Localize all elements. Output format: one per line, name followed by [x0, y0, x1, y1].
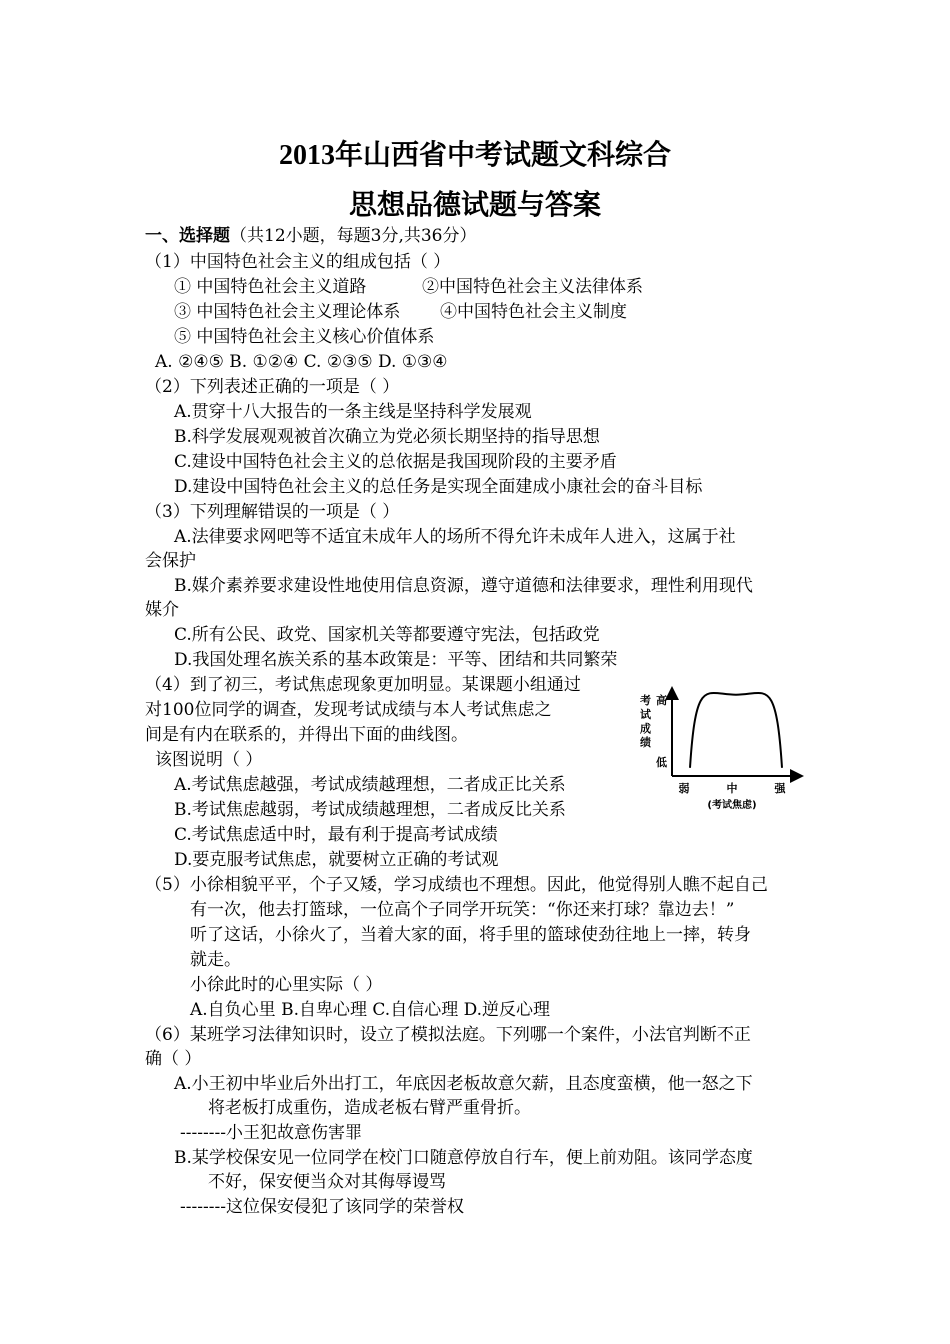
- y-axis-label: 考试成绩: [640, 694, 651, 749]
- question-6-stem-line-2: 确（ ）: [145, 1049, 202, 1069]
- question-6-option-a-line-2: 将老板打成重伤，造成老板右臂严重骨折。: [208, 1098, 531, 1118]
- section-heading: [145, 225, 476, 247]
- question-4-stem-line-2: 对100位同学的调查，发现考试成绩与本人考试焦虑之: [145, 700, 552, 720]
- x-axis-label: (考试焦虑): [707, 800, 757, 811]
- question-1-item-3: ③ 中国特色社会主义理论体系: [174, 302, 401, 322]
- score-curve: [690, 693, 782, 768]
- x-tick-label-0: 弱: [678, 782, 690, 795]
- question-3-option-a-line-1: A.法律要求网吧等不适宜未成年人的场所不得允许未成年人进入，这属于社: [174, 527, 736, 547]
- question-4-ask: 该图说明（ ）: [155, 750, 263, 770]
- question-6-option-b-verdict: --------这位保安侵犯了该同学的荣誉权: [180, 1197, 464, 1217]
- question-3-option-d: D.我国处理名族关系的基本政策是：平等、团结和共同繁荣: [174, 650, 618, 670]
- question-4-option-d: D.要克服考试焦虑，就要树立正确的考试观: [174, 850, 499, 870]
- question-5-stem-line-1: （5）小徐相貌平平，个子又矮，学习成绩也不理想。因此，他觉得别人瞧不起自己: [145, 875, 768, 895]
- question-3-option-c: C.所有公民、政党、国家机关等都要遵守宪法，包括政党: [174, 625, 600, 645]
- question-6-option-b-line-2: 不好，保安便当众对其侮辱谩骂: [208, 1172, 446, 1192]
- question-2-option-d: D.建设中国特色社会主义的总任务是实现全面建成小康社会的奋斗目标: [174, 477, 703, 497]
- x-tick-labels: [679, 781, 787, 795]
- y-tick-label-high: 高: [656, 694, 667, 707]
- question-5-stem-line-4: 就走。: [190, 950, 241, 970]
- question-6-option-b-line-1: B.某学校保安见一位同学在校门口随意停放自行车，便上前劝阻。该同学态度: [174, 1148, 753, 1168]
- question-5-stem-line-3: 听了这话，小徐火了，当着大家的面，将手里的篮球使劲往地上一摔，转身: [190, 925, 751, 945]
- question-4-option-a: A.考试焦虑越强，考试成绩越理想，二者成正比关系: [174, 775, 566, 795]
- question-4-stem-line-1: （4）到了初三，考试焦虑现象更加明显。某课题小组通过: [145, 675, 581, 695]
- question-4-stem-line-3: 间是有内在联系的，并得出下面的曲线图。: [145, 725, 468, 745]
- question-5-ask: 小徐此时的心里实际（ ）: [190, 975, 383, 995]
- document-subtitle: 思想品德试题与答案: [348, 190, 601, 221]
- x-tick-label-2: 强: [774, 782, 786, 795]
- question-3-option-b-line-1: B.媒介素养要求建设性地使用信息资源，遵守道德和法律要求，理性利用现代: [174, 576, 753, 596]
- question-2-option-c: C.建设中国特色社会主义的总依据是我国现阶段的主要矛盾: [174, 452, 617, 472]
- question-3-stem: （3）下列理解错误的一项是（ ）: [145, 502, 400, 522]
- document-title: 2013年山西省中考试题文科综合: [278, 140, 671, 171]
- question-1-item-4: ④中国特色社会主义制度: [440, 302, 627, 322]
- section-note: （共12小题，每题3分,共36分）: [230, 226, 477, 246]
- question-1-stem: （1）中国特色社会主义的组成包括（ ）: [145, 252, 451, 272]
- question-3-option-b-line-2: 媒介: [145, 600, 179, 620]
- question-5-stem-line-2: 有一次，他去打篮球，一位高个子同学开玩笑：“你还来打球？靠边去！”: [190, 900, 735, 920]
- anxiety-score-chart: [632, 680, 807, 815]
- question-1-item-5: ⑤ 中国特色社会主义核心价值体系: [174, 327, 435, 347]
- question-2-stem: （2）下列表述正确的一项是（ ）: [145, 377, 400, 397]
- question-2-option-b: B.科学发展观观被首次确立为党必须长期坚持的指导思想: [174, 427, 600, 447]
- y-tick-label-low: 低: [656, 756, 667, 769]
- question-5-options: A.自负心里 B.自卑心理 C.自信心理 D.逆反心理: [190, 1000, 551, 1020]
- question-6-option-a-line-1: A.小王初中毕业后外出打工，年底因老板故意欠薪，且态度蛮横，他一怒之下: [174, 1074, 753, 1094]
- section-heading-label: 一、选择题: [145, 226, 230, 246]
- question-6-stem-line-1: （6）某班学习法律知识时，设立了模拟法庭。下列哪一个案件，小法官判断不正: [145, 1025, 751, 1045]
- question-3-option-a-line-2: 会保护: [145, 551, 196, 571]
- question-1-item-1: ① 中国特色社会主义道路: [174, 277, 367, 297]
- question-2-option-a: A.贯穿十八大报告的一条主线是坚持科学发展观: [174, 402, 532, 422]
- question-6-option-a-verdict: --------小王犯故意伤害罪: [180, 1123, 362, 1143]
- question-1-options: A. ②④⑤ B. ①②④ C. ②③⑤ D. ①③④: [155, 352, 448, 372]
- question-1-item-2: ②中国特色社会主义法律体系: [422, 277, 643, 297]
- x-tick-label-1: 中: [726, 782, 738, 795]
- question-4-option-c: C.考试焦虑适中时，最有利于提高考试成绩: [174, 825, 498, 845]
- question-4-option-b: B.考试焦虑越弱，考试成绩越理想，二者成反比关系: [174, 800, 566, 820]
